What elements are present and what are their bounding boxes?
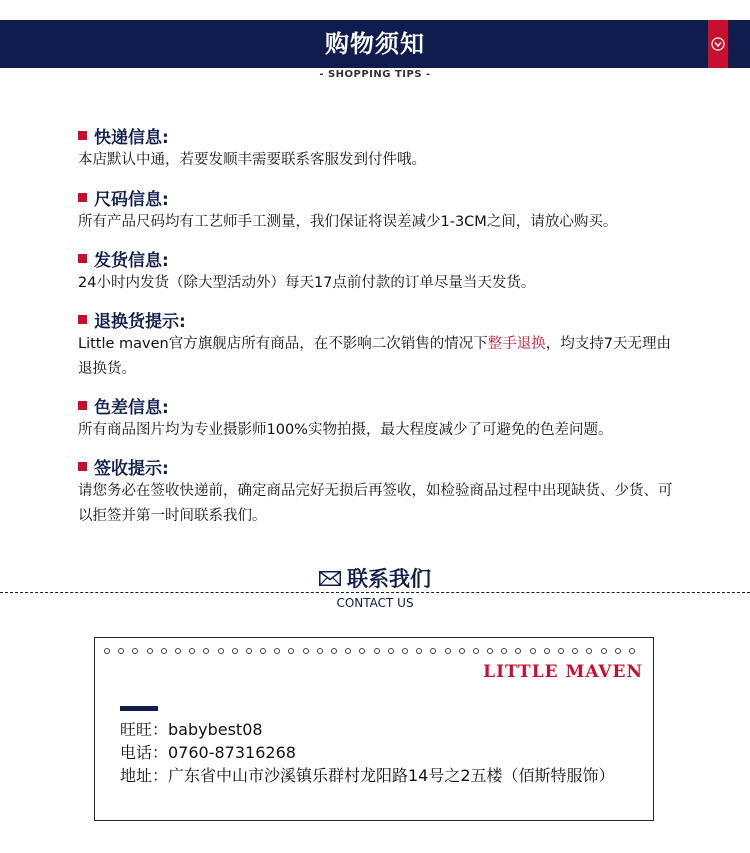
bullet-square-icon [78, 254, 87, 263]
section-body: 所有商品图片均为专业摄影师100%实物拍摄，最大程度减少了可避免的色差问题。 [78, 422, 613, 438]
envelope-icon [319, 571, 341, 586]
section-body: 本店默认中通，若要发顺丰需要联系客服发到付件哦。 [78, 152, 426, 168]
notebook-holes [104, 648, 643, 654]
accent-bar [120, 706, 158, 711]
wangwang-line[interactable]: 旺旺：babybest08 [120, 720, 263, 739]
section-title: 发货信息: [94, 250, 169, 271]
hole-icon [260, 648, 266, 654]
section-title: 色差信息: [94, 397, 169, 418]
hole-icon [175, 648, 181, 654]
hole-icon [104, 648, 110, 654]
phone-line[interactable]: 电话：0760-87316268 [120, 743, 296, 762]
returns-highlight: 整手退换 [487, 336, 546, 352]
hole-icon [445, 648, 451, 654]
contact-details [120, 718, 615, 787]
contact-subtitle: CONTACT US [336, 596, 414, 610]
hole-icon [544, 648, 550, 654]
bullet-square-icon [78, 193, 87, 202]
hole-icon [203, 648, 209, 654]
hole-icon [459, 648, 465, 654]
section-shipping [78, 247, 678, 296]
hole-icon [501, 648, 507, 654]
hole-icon [515, 648, 521, 654]
hole-icon [416, 648, 422, 654]
hole-icon [274, 648, 280, 654]
hole-icon [232, 648, 238, 654]
section-body: 所有产品尺码均有工艺师手工测量，我们保证将误差减少1-3CM之间，请放心购买。 [78, 214, 618, 230]
bullet-square-icon [78, 315, 87, 324]
hole-icon [558, 648, 564, 654]
section-express [78, 124, 678, 173]
hole-icon [388, 648, 394, 654]
contact-title [0, 563, 750, 593]
returns-text-prefix: Little maven官方旗舰店所有商品，在不影响二次销售的情况下 [78, 336, 488, 352]
hole-icon [147, 648, 153, 654]
hole-icon [586, 648, 592, 654]
section-color [78, 394, 678, 443]
section-returns [78, 308, 678, 382]
hole-icon [132, 648, 138, 654]
hole-icon [615, 648, 621, 654]
contact-title-text: 联系我们 [347, 567, 431, 591]
section-body [78, 332, 678, 382]
hole-icon [530, 648, 536, 654]
divider [0, 592, 750, 593]
hole-icon [218, 648, 224, 654]
section-body: 24小时内发货（除大型活动外）每天17点前付款的订单尽量当天发货。 [78, 275, 536, 291]
hole-icon [118, 648, 124, 654]
section-title: 退换货提示: [94, 311, 186, 332]
bullet-square-icon [78, 401, 87, 410]
section-body: 请您务必在签收快递前，确定商品完好无损后再签收，如检验商品过程中出现缺货、少货、可以拒签并第一时间联系我们。 [78, 483, 673, 524]
brand-logo: LITTLE MAVEN [483, 662, 643, 682]
hole-icon [303, 648, 309, 654]
hole-icon [317, 648, 323, 654]
hole-icon [288, 648, 294, 654]
section-signing [78, 455, 678, 529]
bullet-square-icon [78, 462, 87, 471]
hole-icon [572, 648, 578, 654]
hole-icon [246, 648, 252, 654]
hole-icon [331, 648, 337, 654]
contact-card [94, 637, 654, 821]
chevron-down-icon [711, 37, 725, 51]
hole-icon [359, 648, 365, 654]
hole-icon [189, 648, 195, 654]
hole-icon [402, 648, 408, 654]
hole-icon [161, 648, 167, 654]
hole-icon [374, 648, 380, 654]
page-subtitle: - SHOPPING TIPS - [319, 69, 431, 80]
bullet-square-icon [78, 131, 87, 140]
section-size [78, 186, 678, 235]
section-title: 快递信息: [94, 127, 169, 148]
hole-icon [473, 648, 479, 654]
hole-icon [601, 648, 607, 654]
hole-icon [345, 648, 351, 654]
hole-icon [487, 648, 493, 654]
header-badge[interactable] [708, 20, 728, 68]
section-title: 签收提示: [94, 458, 169, 479]
returns-text-suffix: ，均支持7天无理由退换货。 [78, 336, 671, 377]
hole-icon [430, 648, 436, 654]
page-title: 购物须知 [325, 30, 425, 58]
hole-icon [629, 648, 635, 654]
section-title: 尺码信息: [94, 189, 169, 210]
address-line: 地址：广东省中山市沙溪镇乐群村龙阳路14号之2五楼（佰斯特服饰） [120, 766, 615, 785]
